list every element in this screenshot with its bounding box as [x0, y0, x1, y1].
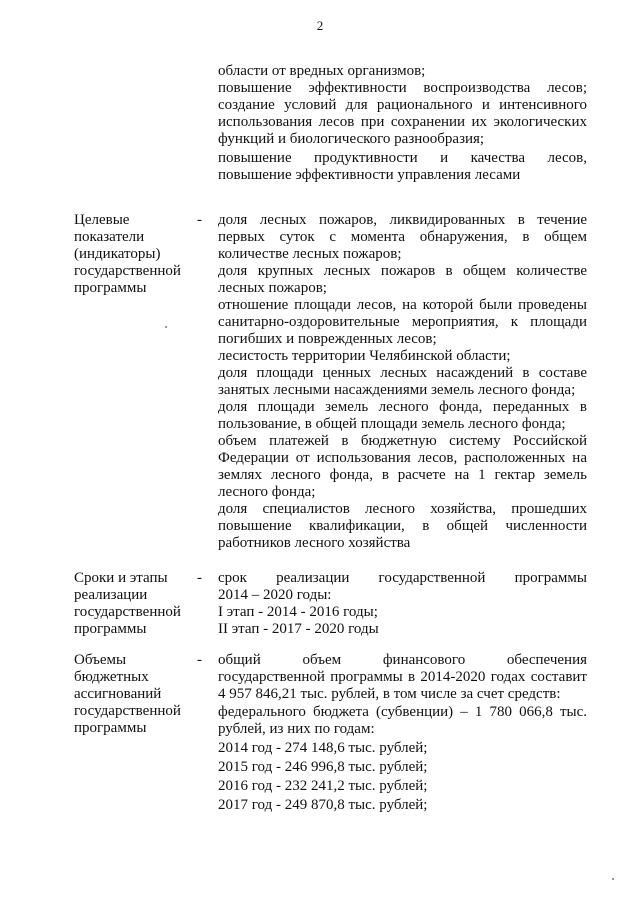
section-body-line: федерального бюджета (субвенции) – 1 780 066,8 тыс.: [218, 704, 587, 720]
intro-line: области от вредных организмов;: [218, 63, 426, 79]
section-label-line: программы: [74, 720, 147, 736]
section-label-line: программы: [74, 621, 147, 637]
section-body-line: I этап - 2014 - 2016 годы;: [218, 604, 378, 620]
section-body-line: 2014 год - 274 148,6 тыс. рублей;: [218, 740, 428, 756]
section-body-line: первых суток с момента обнаружения, в общем: [218, 229, 587, 245]
intro-line: повышение эффективности воспроизводства лесов;: [218, 80, 587, 96]
section-body-line: доля площади земель лесного фонда, переданных в: [218, 399, 587, 415]
section-dash: -: [197, 652, 202, 668]
section-label-line: государственной: [74, 263, 181, 279]
section-body-line: доля лесных пожаров, ликвидированных в течение: [218, 212, 587, 228]
section-body-line: занятых лесными насаждениями земель лесного фонда;: [218, 382, 576, 398]
page-number: 2: [316, 18, 324, 33]
section-label-line: государственной: [74, 604, 181, 620]
section-body-line: пользование, в общей площади земель лесного фонда;: [218, 416, 566, 432]
section-body-line: 2016 год - 232 241,2 тыс. рублей;: [218, 778, 428, 794]
section-label-line: программы: [74, 280, 147, 296]
section-dash: -: [197, 570, 202, 586]
intro-line: функций и биологического разнообразия;: [218, 131, 485, 147]
section-label-line: государственной: [74, 703, 181, 719]
section-body-line: доля крупных лесных пожаров в общем количестве: [218, 263, 587, 279]
section-label-line: бюджетных: [74, 669, 149, 685]
section-body-line: лесистость территории Челябинской области;: [218, 348, 511, 364]
section-body-line: землях лесного фонда, в расчете на 1 гектар земель: [218, 467, 587, 483]
section-body-line: количестве лесных пожаров;: [218, 246, 402, 262]
section-body-line: лесного фонда;: [218, 484, 316, 500]
section-body-line: повышение квалификации, в общей численности: [218, 518, 587, 534]
intro-line: повышение эффективности управления лесами: [218, 167, 521, 183]
section-body-line: санитарно-оздоровительные мероприятия, к площади: [218, 314, 587, 330]
section-body-line: объем платежей в бюджетную систему Российской: [218, 433, 587, 449]
section-body-line: срок реализации государственной программы: [218, 570, 587, 586]
section-label-line: Целевые: [74, 212, 130, 228]
section-label-line: (индикаторы): [74, 246, 161, 262]
section-body-line: доля площади ценных лесных насаждений в составе: [218, 365, 587, 381]
section-label-line: реализации: [74, 587, 148, 603]
section-body-line: Федерации от использования лесов, расположенных на: [218, 450, 587, 466]
scan-speck: [165, 326, 167, 328]
section-body-line: II этап - 2017 - 2020 годы: [218, 621, 379, 637]
section-body-line: погибших и поврежденных лесов;: [218, 331, 437, 347]
section-body-line: 2014 – 2020 годы:: [218, 587, 332, 603]
intro-line: использования лесов при сохранении их экологических: [218, 114, 587, 130]
section-label-line: ассигнований: [74, 686, 162, 702]
section-body-line: лесных пожаров;: [218, 280, 327, 296]
section-label-line: Сроки и этапы: [74, 570, 168, 586]
scan-speck: [612, 878, 614, 880]
section-body-line: государственной программы в 2014-2020 годах составит: [218, 669, 587, 685]
section-body-line: 2017 год - 249 870,8 тыс. рублей;: [218, 797, 428, 813]
section-label-line: Объемы: [74, 652, 127, 668]
section-body-line: 2015 год - 246 996,8 тыс. рублей;: [218, 759, 428, 775]
section-body-line: работников лесного хозяйства: [218, 535, 411, 551]
section-body-line: отношение площади лесов, на которой были проведены: [218, 297, 587, 313]
intro-line: создание условий для рационального и интенсивного: [218, 97, 587, 113]
section-body-line: 4 957 846,21 тыс. рублей, в том числе за счет средств:: [218, 686, 561, 702]
section-dash: -: [197, 212, 202, 228]
section-label-line: показатели: [74, 229, 145, 245]
section-body-line: общий объем финансового обеспечения: [218, 652, 587, 668]
section-body-line: доля специалистов лесного хозяйства, прошедших: [218, 501, 587, 517]
intro-line: повышение продуктивности и качества лесов,: [218, 150, 587, 166]
section-body-line: рублей, из них по годам:: [218, 721, 375, 737]
